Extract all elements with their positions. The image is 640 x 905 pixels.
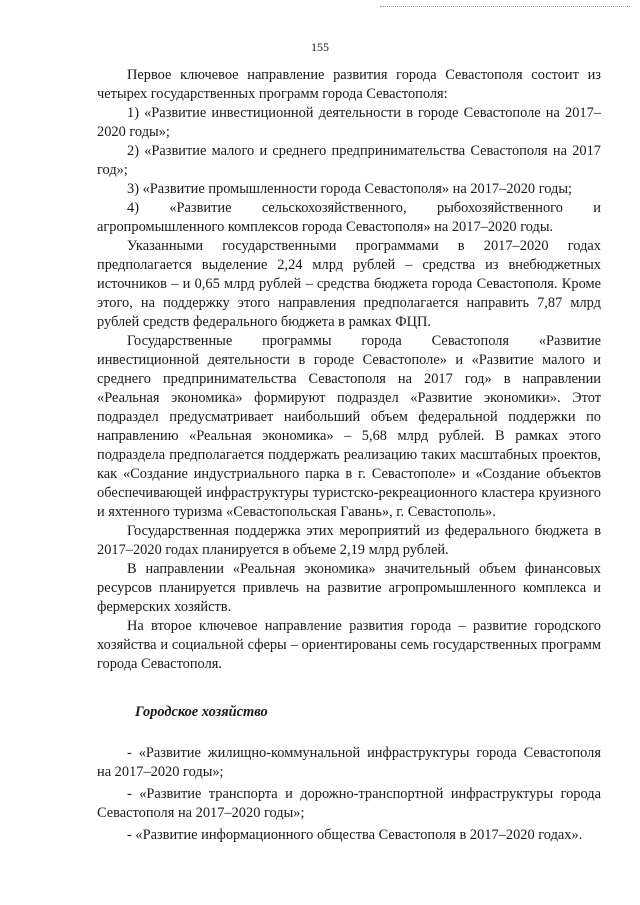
dash-list-item: - «Развитие информационного общества Севастополя в 2017–2020 годах». xyxy=(127,827,583,843)
paragraph-intro: Первое ключевое направление развития города Севастополя состоит из четырех государственных программ города Севастополя: xyxy=(97,67,601,102)
section-heading: Городское хозяйство xyxy=(135,704,268,720)
dash-list-item: - «Развитие транспорта и дорожно-транспортной инфраструктуры города Севастополя на 2017–2020 годы»; xyxy=(97,786,601,821)
top-edge-rule xyxy=(380,6,630,7)
program-list-item: 4) «Развитие сельскохозяйственного, рыбохозяйственного и агропромышленного комплексов города Севастополя» на 2017–2020 годы. xyxy=(97,200,601,235)
document-body xyxy=(97,66,601,845)
paragraph-economy: Государственные программы города Севастополя «Развитие инвестиционной деятельности в городе Севастополе» и «Развитие малого и среднего предпринимательства Севастополя на 2017 год» в направлении «Реальная экономика» формируют подраздел «Развитие экономики». Этот подраздел предусматривает наибольший объем федеральной поддержки по направлению «Реальная экономика» – 5,68 млрд рублей. В рамках этого подраздела предполагается поддержать реализацию таких масштабных проектов, как «Создание индустриального парка в г. Севастополе» и «Создание объектов обеспечивающей инфраструктуры туристско-рекреационного кластера круизного и яхтенного туризма «Севастопольская Гавань», г. Севастополь». xyxy=(97,333,601,520)
paragraph-federal-support: Государственная поддержка этих мероприятий из федерального бюджета в 2017–2020 годах планируется в объеме 2,19 млрд рублей. xyxy=(97,523,601,558)
program-list-item: 2) «Развитие малого и среднего предпринимательства Севастополя на 2017 год»; xyxy=(97,143,601,178)
page-number: 155 xyxy=(311,40,329,54)
paragraph-agro: В направлении «Реальная экономика» значительный объем финансовых ресурсов планируется привлечь на развитие агропромышленного комплекса и фермерских хозяйств. xyxy=(97,561,601,615)
dash-list-item: - «Развитие жилищно-коммунальной инфраструктуры города Севастополя на 2017–2020 годы»; xyxy=(97,745,601,780)
program-list-item: 3) «Развитие промышленности города Севастополя» на 2017–2020 годы; xyxy=(127,181,573,197)
paragraph-second-direction: На второе ключевое направление развития города – развитие городского хозяйства и социальной сферы – ориентированы семь государственных программ города Севастополя. xyxy=(97,618,601,672)
program-list-item: 1) «Развитие инвестиционной деятельности в городе Севастополе на 2017–2020 годы»; xyxy=(97,105,601,140)
paragraph-funding: Указанными государственными программами в 2017–2020 годах предполагается выделение 2,24 млрд рублей – средства из внебюджетных источников – и 0,65 млрд рублей – средства бюджета города Севастополя. Кроме этого, на поддержку этого направления предполагается направить 7,87 млрд рублей средств федерального бюджета в рамках ФЦП. xyxy=(97,238,601,330)
